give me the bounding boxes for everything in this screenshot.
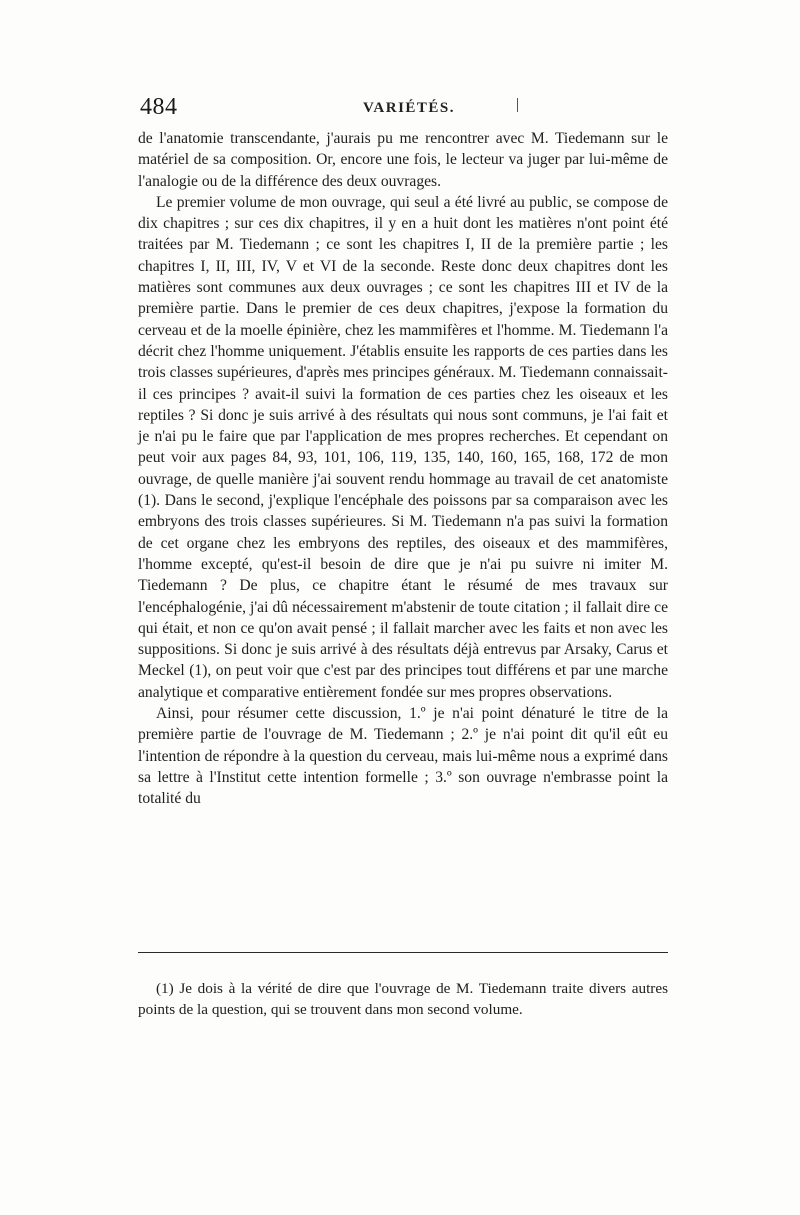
paragraph-continuation: de l'anatomie transcendante, j'aurais pu me rencontrer avec M. Tiedemann sur le matériel de sa composition. Or, encore une fois, le lecteur va juger par lui-même de l'analogie ou de la différence des deux ouvrages. — [138, 130, 668, 190]
footnote-divider — [138, 952, 668, 953]
page-header — [138, 94, 668, 122]
footnote: (1) Je dois à la vérité de dire que l'ouvrage de M. Tiedemann traite divers autres points de la question, qui se trouvent dans mon second volume. — [138, 980, 668, 1019]
page-number: 484 — [140, 94, 178, 120]
paragraph-premier-volume: Le premier volume de mon ouvrage, qui seul a été livré au public, se compose de dix chapitres ; sur ces dix chapitres, il y en a huit dont les matières n'ont point été traitées par M. Tiedemann ; ce sont les chapitres I, II de la première partie ; les chapitres I, II, III, IV, V et VI de la seconde. Reste donc deux chapitres dont les matières sont communes aux deux ouvrages ; ce sont les chapitres III et IV de la première partie. Dans le premier de ces deux chapitres, j'expose la formation du cerveau et de la moelle épinière, chez les mammifères et l'homme. M. Tiedemann l'a décrit chez l'homme uniquement. J'établis ensuite les rapports de ces parties dans les trois classes supérieures, d'après mes principes généraux. M. Tiedemann connaissait-il ces principes ? avait-il suivi la formation de ces parties chez les oiseaux et les reptiles ? Si donc je suis arrivé à des résultats qui nous sont communs, je l'ai fait et je n'ai pu le faire que par l'application de mes propres recherches. Et cependant on peut voir aux pages 84, 93, 101, 106, 119, 135, 140, 160, 165, 168, 172 de mon ouvrage, de quelle manière j'ai souvent rendu hommage au travail de cet anatomiste (1). Dans le second, j'explique l'encéphale des poissons par sa comparaison avec les embryons des trois classes supérieures. Si M. Tiedemann n'a pas suivi la formation de cet organe chez les embryons des reptiles, des oiseaux et des mammifères, l'homme excepté, qu'est-il besoin de dire que je n'ai pu suivre ni imiter M. Tiedemann ? De plus, ce chapitre étant le résumé de mes travaux sur l'encéphalogénie, j'ai dû nécessairement m'abstenir de toute citation ; il fallait dire ce qui était, et non ce qu'on avait pensé ; il fallait marcher avec les faits et non avec les suppositions. Si donc je suis arrivé à des résultats déjà entrevus par Arsaky, Carus et Meckel (1), on peut voir que c'est par des principes tout différens et par une marche analytique et comparative entièrement fondée sur mes propres observations. — [138, 193, 668, 701]
main-text — [138, 128, 668, 810]
print-mark — [517, 98, 518, 112]
paragraph-resume: Ainsi, pour résumer cette discussion, 1.º je n'ai point dénaturé le titre de la première partie de l'ouvrage de M. Tiedemann ; 2.º je n'ai point dit qu'il eût eu l'intention de répondre à la question du cerveau, mais lui-même nous a exprimé dans sa lettre à l'Institut cette intention formelle ; 3.º son ouvrage n'embrasse point la totalité du — [138, 705, 668, 808]
running-head: VARIÉTÉS. — [363, 100, 456, 116]
